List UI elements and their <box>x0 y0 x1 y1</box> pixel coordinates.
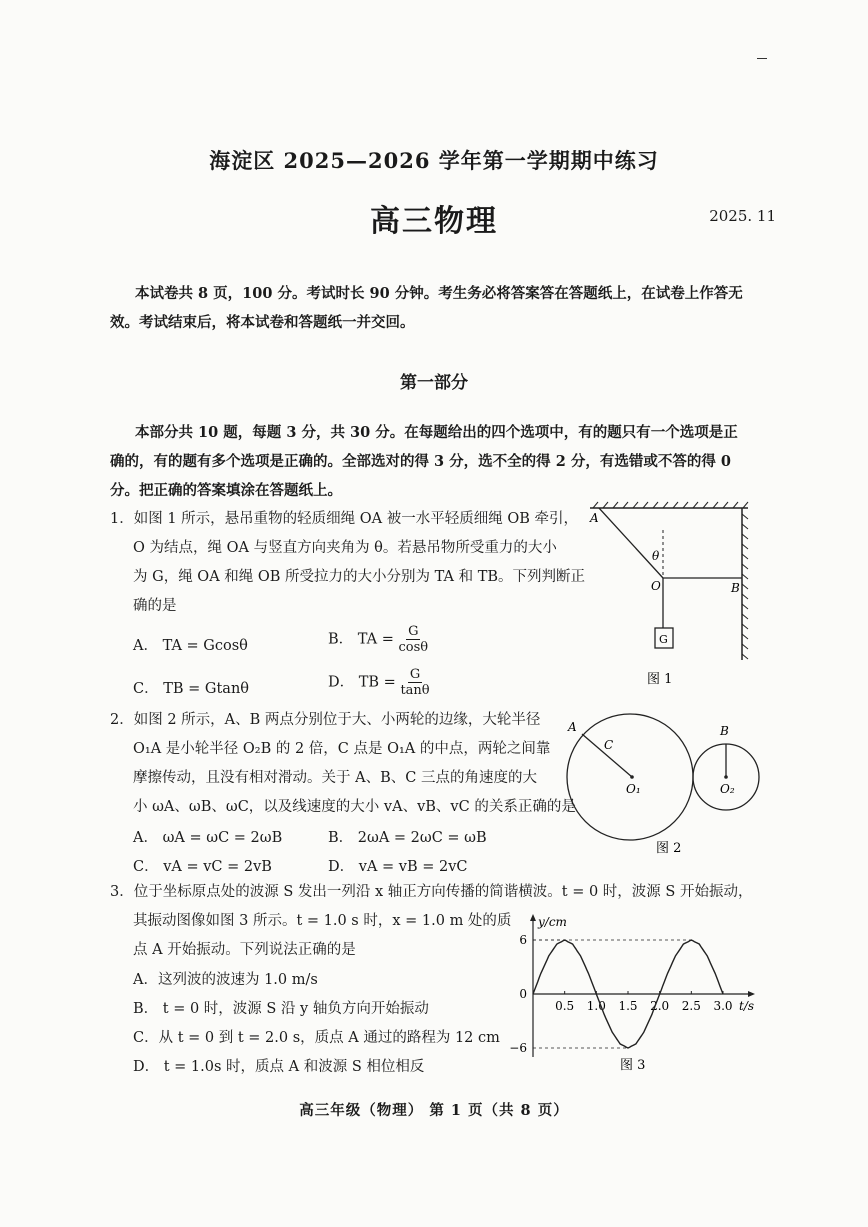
fig1-caption: 图 1 <box>647 672 673 687</box>
y-tick-label: −6 <box>509 1041 527 1055</box>
fig1-label-g: G <box>659 633 668 646</box>
section-intro-line-3: 分。把正确的答案填涂在答题纸上。 <box>110 482 342 499</box>
fig1-label-theta: θ <box>652 549 660 563</box>
center-o2 <box>724 775 728 779</box>
subject-title: 高三物理 <box>370 204 498 239</box>
exam-title: 海淀区 2025—2026 学年第一学期期中练习 <box>209 148 659 173</box>
center-o1 <box>630 775 634 779</box>
section-intro-line-1: 本部分共 10 题，每题 3 分，共 30 分。在每题给出的四个选项中，有的题只有一个选项是正 <box>135 424 738 441</box>
x-axis-label: t/s <box>739 999 755 1013</box>
q3-line-1: 3．位于坐标原点处的波源 S 发出一列沿 x 轴正方向传播的简谐横波。t = 0 时，波源 S 开始振动， <box>110 884 753 900</box>
q3-line-2: 其振动图像如图 3 所示。t = 1.0 s 时，x = 1.0 m 处的质 <box>133 913 512 929</box>
x-tick-label: 0.5 <box>555 999 575 1013</box>
fig2-label-b: B <box>720 724 729 738</box>
q1-option-b-prefix: B． TA = <box>328 631 394 648</box>
fig2-label-c: C <box>604 738 614 752</box>
fig1-label-o: O <box>651 579 661 593</box>
fig1-label-a: A <box>590 511 599 525</box>
fig2-caption: 图 2 <box>656 841 682 855</box>
x-tick-label: 1.0 <box>586 999 606 1013</box>
figure-2-diagram <box>560 705 780 855</box>
q2-option-b[interactable]: B． 2ωA = 2ωC = ωB <box>328 830 487 846</box>
q1-line-3: 为 G，绳 OA 和绳 OB 所受拉力的大小分别为 TA 和 TB。下列判断正 <box>133 569 586 585</box>
x-tick-label: 1.5 <box>618 999 638 1013</box>
page-corner-mark <box>757 58 767 59</box>
x-axis-arrow <box>748 991 755 997</box>
instructions-line-1: 本试卷共 8 页，100 分。考试时长 90 分钟。考生务必将答案答在答题纸上，在试卷上作答无 <box>135 285 743 302</box>
x-tick-label: 2.5 <box>681 999 701 1013</box>
q1-line-1: 1．如图 1 所示，悬吊重物的轻质细绳 OA 被一水平轻质细绳 OB 牵引， <box>110 511 579 527</box>
y-tick-label: 6 <box>519 933 527 947</box>
y-axis-label: y/cm <box>538 915 567 929</box>
q3-option-d[interactable]: D． t = 1.0s 时，质点 A 和波源 S 相位相反 <box>133 1059 425 1075</box>
q1-option-b[interactable] <box>328 624 428 655</box>
rope-oa <box>599 508 663 578</box>
q2-line-3: 摩擦传动，且没有相对滑动。关于 A、B、C 三点的角速度的大 <box>133 770 537 786</box>
section-title: 第一部分 <box>400 373 468 393</box>
q2-option-a[interactable]: A． ωA = ωC = 2ωB <box>133 830 283 846</box>
q1-option-b-numerator: G <box>408 624 419 639</box>
figure-3-chart <box>505 912 775 1082</box>
q1-option-d-numerator: G <box>409 667 421 682</box>
x-tick-label: 3.0 <box>713 999 733 1013</box>
y-axis-arrow <box>530 914 536 921</box>
q2-line-2: O₁A 是小轮半径 O₂B 的 2 倍，C 点是 O₁A 的中点，两轮之间靠 <box>133 741 551 757</box>
exam-date: 2025. 11 <box>709 207 776 225</box>
y-tick-label: 0 <box>519 987 527 1001</box>
q2-line-4: 小 ωA、ωB、ωC，以及线速度的大小 vA、vB、vC 的关系正确的是 <box>133 799 576 815</box>
q1-option-b-fraction <box>398 624 428 655</box>
x-tick-label: 2.0 <box>650 999 670 1013</box>
q1-line-4: 确的是 <box>133 598 177 614</box>
q1-option-d-denominator: tanθ <box>400 683 430 698</box>
large-wheel <box>567 714 693 840</box>
page-footer: 高三年级（物理） 第 1 页（共 8 页） <box>299 1102 569 1119</box>
fig2-label-o2: O₂ <box>720 782 735 796</box>
section-intro-line-2: 确的，有的题有多个选项是正确的。全部选对的得 3 分，选不全的得 2 分，有选错或不答的得 0 <box>110 453 732 470</box>
fig1-label-b: B <box>731 581 740 595</box>
q1-line-2: O 为结点，绳 OA 与竖直方向夹角为 θ。若悬吊物所受重力的大小 <box>133 540 557 556</box>
q3-option-b[interactable]: B． t = 0 时，波源 S 沿 y 轴负方向开始振动 <box>133 1001 429 1017</box>
q3-line-3: 点 A 开始振动。下列说法正确的是 <box>133 942 356 958</box>
fig2-label-o1: O₁ <box>626 782 641 796</box>
q2-line-1: 2．如图 2 所示，A、B 两点分别位于大、小两轮的边缘，大轮半径 <box>110 712 541 728</box>
q1-option-b-denominator: cosθ <box>398 640 429 655</box>
instructions-line-2: 效。考试结束后，将本试卷和答题纸一并交回。 <box>110 314 415 331</box>
q2-option-d[interactable]: D． vA = vB = 2vC <box>328 859 468 875</box>
q3-option-a[interactable]: A．这列波的波速为 1.0 m/s <box>133 972 318 988</box>
q1-option-d-prefix: D． TB = <box>328 674 396 691</box>
q1-option-d-fraction <box>400 667 429 698</box>
fig3-caption: 图 3 <box>620 1058 646 1073</box>
q3-option-c[interactable]: C．从 t = 0 到 t = 2.0 s，质点 A 通过的路程为 12 cm <box>133 1030 500 1046</box>
figure-1-diagram <box>585 500 765 700</box>
fig2-label-a: A <box>568 720 577 734</box>
q1-option-c[interactable]: C． TB = Gtanθ <box>133 681 250 697</box>
q1-option-d[interactable] <box>328 667 430 698</box>
q1-option-a[interactable]: A． TA = Gcosθ <box>133 638 248 654</box>
q2-option-c[interactable]: C． vA = vC = 2vB <box>133 859 272 875</box>
